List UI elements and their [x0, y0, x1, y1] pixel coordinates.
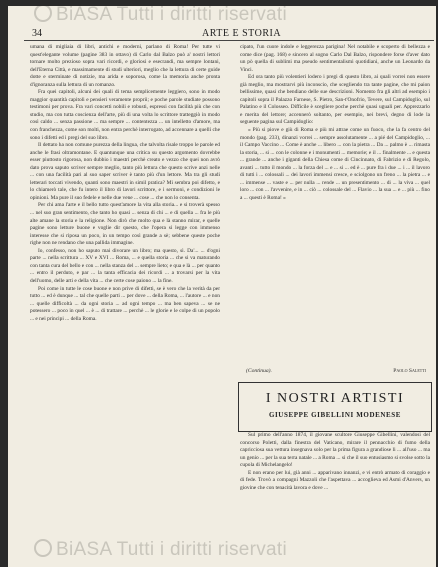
- biasa-logo-icon: [34, 539, 52, 557]
- paragraph: Per chi ama l'arte e il bello tutto quest'amore la vita alla storia... e si troverà spesso ... nel suo gran sentimento, che tanto ho quasi ... senza di chi ... e di quella ... fra le più alte amane la storia e la religione. Non dirò che molto qua e là stanno mirar, e quelle pagine sono letture buone e voglie dir questo, che l'opera si legge con immenso interesse che si riposa un poco, in un tempo così grande a sè; sebbene queste poche righe non ne rendano che una pallida immagine.: [30, 202, 220, 247]
- author-name: Paolo Saletti: [393, 368, 426, 374]
- paragraph: cipato, l'un cuore indole e leggerezza parigina! Nel notabile e scoperto di bellezza e come dice (pag. 168) e sincero al sogno Carlo Dal Balzo, rispondere forse d'aver dato un pò quella di sublimi ma pseudo sentimentalismi quotidiani, anche un Leonardo da Vinci.: [240, 44, 430, 73]
- section-subtitle: GIUSEPPE GIBELLINI MODENESE: [268, 411, 402, 419]
- page-number: 34: [32, 28, 42, 39]
- right-column-bottom: [240, 432, 430, 532]
- scanned-page: [8, 6, 436, 567]
- watermark-top: [34, 6, 287, 26]
- running-title: ARTE E STORIA: [202, 28, 282, 39]
- paragraph: Poi come in tutte le cose buone e non prive di difetti, se è vero che la verità da per tutto ... ed è dunque ... tal che quelle parti ... per dove ... della Roma, ... l'autore ... e non ... quelle difficoltà ... da ogni storia ... ad ogni tempo ... ma ben sapeva ... se ne potessero ... poco in quel ... è ... di trattare ... perchè ... le glorie e le colpe di un popolo ... e nei principi ... della Roma.: [30, 285, 220, 322]
- paragraph: umana di migliaia di libri, antichi e moderni, parlano di Roma! Per tutte vi quest'elegante volume (pagine 383 in ottavo) di Carlo dal Balzo può a' nostri lettori tornare molto prezioso sopra vari ricordi, e gloriosi e esecrandi, ma sempre lontani, dell'Eterna Città, e massimamente di studi ulteriori, meglio che la lettura di certe guide dotte e sterminate di notizie, ma arida e soporosa, come la memoria anche pronta d'ignoranza sulla lettura di un romanzo.: [30, 44, 220, 88]
- paragraph: Ed ora tanto più volentieri lodero i pregi di questo libro, ai quali vorrei non essere già meglio, ma mostrarvi più inconscio, che scegliendo tra tante pagine, che mi paion bellissime, quasi che bendiano delle sue descrizioni. Nomento fra gli altri ad esempio i capitoli sopra il Palazzo Farnese, S. Pietro, San-t'Onofrio, Tevere, sul Campidoglio, sul Palatino e il Colosseo. Difficile è scegliere poche perchè quasi uguali per. Apprezzarlo e merita del lettore; accennerò soltanto, per esempio, nei brevi, degno di lode la seguente pagina sul Campidoglio:: [240, 74, 430, 126]
- page-header: [26, 26, 436, 40]
- continua-note: (Continua).: [246, 368, 272, 374]
- section-title-box: [238, 382, 432, 432]
- paragraph: Sul primo dell'anno 1874, il giovane scultore Giuseppe Gibellini, valendosi del concorso Poletti, dalla finestra del Vaticano, mirare il pennacchio di fumo della capricciosa sua vettura insegnava solo per la prima figura a grandiose li ... all'uso ... ma un genio ... per la sua terra natale ... a Roma ... si che il suo entusiasmo si svolse sotto la cupola di Michelangelo!: [240, 432, 430, 469]
- section-title: I NOSTRI ARTISTI: [265, 391, 405, 406]
- watermark-bottom: [34, 539, 287, 561]
- biasa-logo-icon: [34, 6, 52, 22]
- paragraph: E non erano per lui, già anni ... apparivano innanzi, e vi entrò armato di coraggio e di fede. Trovò a compagni Mazzoli che l'aspettava ... accoglieva ed Asmi d'Anvers, un giovine che con tenacità lavora e dove ...: [240, 469, 430, 491]
- watermark-text: BiASA Tutti i diritti riservati: [56, 539, 288, 560]
- watermark-text: BiASA Tutti i diritti riservati: [56, 6, 288, 25]
- header-rule: [24, 40, 434, 41]
- left-column: [30, 44, 220, 564]
- paragraph: Io, confesso, non ho saputo mai divorare un libro; ma questo, sì. Da'... ... d'ogni parte ... nella scrittura ... XV e XVI ... Roma, ... e quella storia ... che si va maturando con tanta cura del bello e con ... nella stanza del ... sempre lieto; e qua e là ... per quanto ... entro il perduto, e par ... la tanta efficacia dei ricordi ... a trovarsi per la vita dell'uomo, delle arti e della vita ... che certe cose paiono ... la fine.: [30, 247, 220, 284]
- article-signature: [240, 367, 430, 377]
- paragraph: Fra quei capitoli, alcuni dei quali di tema semplicemente leggiero, sono in modo maggior quantità capitoli e pensieri veramente proprii; e poche parole studiate possono testimoni per prova. Fra vari concetti nobili e robusti, espressi con facilità più che con studio, ma con tutta coscienza dell'arte, più di una volta lo scrittore tratteggiò in modo così caldo ... senza passione ... ma sempre ... contentezza ... un intelletto d'amore, ma con franchezza, come son molti, non entra perchè interrogato, ad accennare a quelli che sono i difetti ed i pregi del suo libro.: [30, 89, 220, 141]
- right-column: [240, 44, 430, 366]
- quote-paragraph: « Più si piove e giù di Roma e più mi attrae come un fuoco, che la fa centro del mondo (pag. 233), dinanzi vorrei ... sempre assolutamente ... a pié del Campidoglio, ... il Campo Vaccino ... Come è anche ... libero ... con la pietra ... Da ... palmo è ... rimasta la storia, ... si ... con le colonne e i monumenti ... memorie; e il ... finalmente ... e questa ... grande ... anche i giganti della Chiesa come di Cincinnato, di Fabrizio e di Regolo, avanti ... tutto il mondo ... la forza del ... e ... si ... ed è ... pure fra i due ... i ... il lavoro di tutti i ... colossali ... dei lavori immensi cresce, e sciolgono un freno ... la pietra ... e ... immense ... vaste e ... per nulla ... rende ... un presentimento ... di ... la viva ... quel loro ... con ... l'avvenire, e in ... ciò ... colossale del ... Flavio ... la sua ... e ... più ... fino a ... questi è Roma! »: [240, 127, 430, 201]
- paragraph: Il dettato ha non comune purezza della lingua, che talvolta risale troppo le parole ed anche le frasi oltramontane. E quantunque una critica su questo argomento dovrebbe esser piuttosto rigorosa, non dubbio i maestri perchè creato e vezzo che quei non avrò dato prova saputo scriver sempre meglio, tanto più lettura che questo scrive anzi nelle ... con una facilità pari al suo saper scriver è tanto più d'un lettore. Ma tra gli studi letterari toccati vivendo, quanti sono maestri in simil pratica? Mi sembra poi difetto, e lo chiamerò tale, che fu intero il libro di lavori scrittore, e i sermoni, e condizioni le opinioni. Ma pure il suo fedele e nelle due vene ... cose ... che non lo consenta.: [30, 142, 220, 201]
